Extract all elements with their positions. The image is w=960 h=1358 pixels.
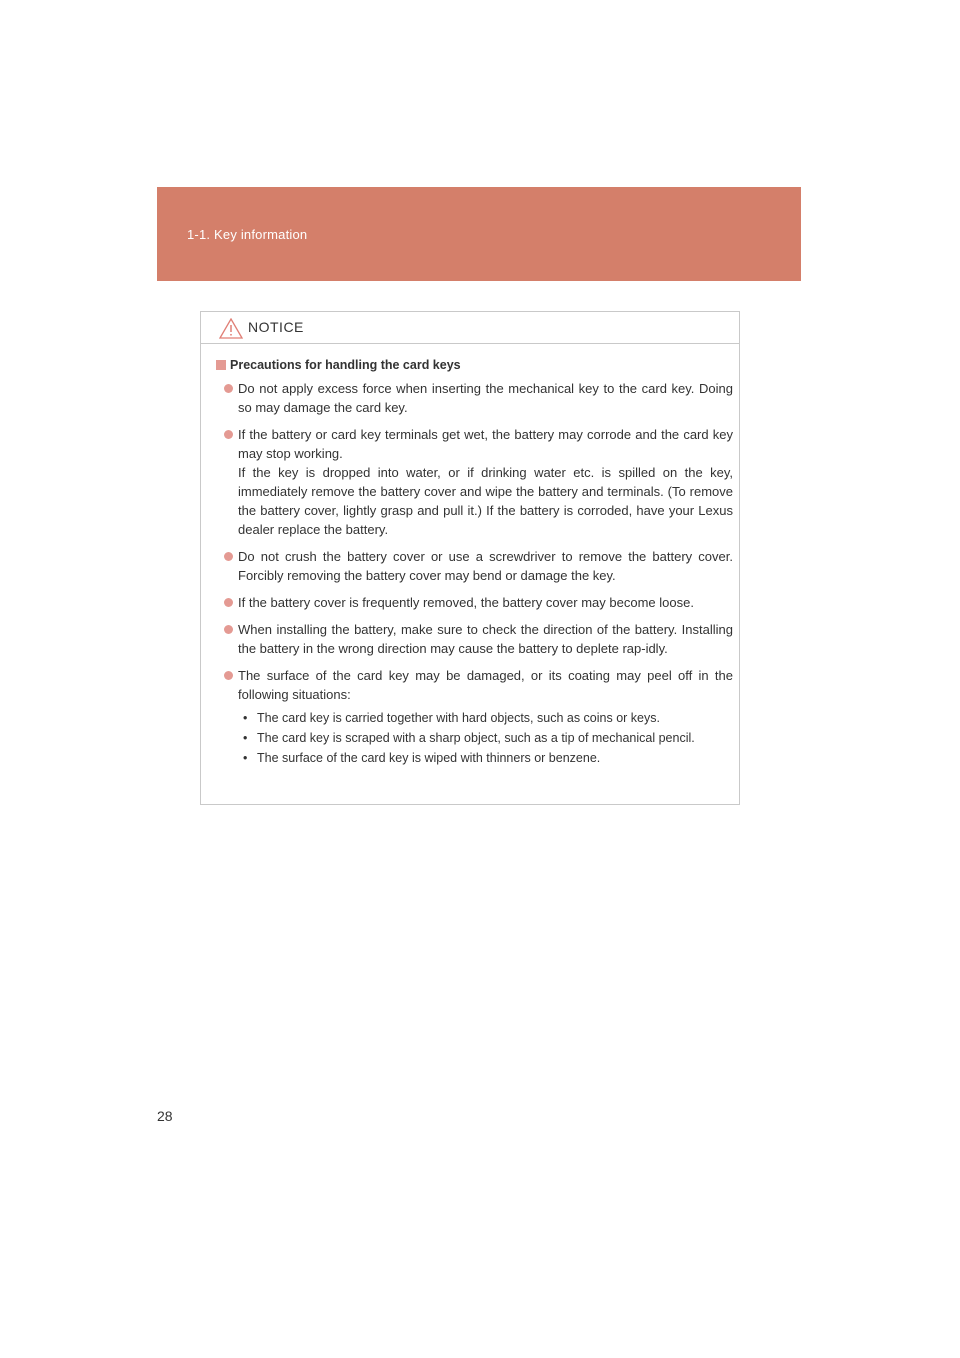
sub-item-text: The surface of the card key is wiped with thinners or benzene. [257, 751, 601, 765]
bullet-item [216, 379, 733, 417]
sub-item-list [238, 708, 733, 768]
bullet-item [216, 620, 733, 658]
notice-heading-text: Precautions for handling the card keys [230, 358, 461, 372]
notice-title: NOTICE [248, 319, 304, 335]
bullet-text: The surface of the card key may be damaged, or its coating may peel off in the following situations: [238, 668, 733, 702]
bullet-item [216, 425, 733, 539]
notice-header [201, 312, 739, 344]
section-label: 1-1. Key information [187, 227, 308, 242]
bullet-text: If the key is dropped into water, or if drinking water etc. is spilled on the key, immediately remove the battery cover and wipe the battery and terminals. (To remove the battery cover, lightly grasp and pull it.) If the battery is corroded, have your Lexus dealer replace the battery. [238, 465, 733, 537]
bullet-item [216, 593, 733, 612]
bullet-dot-icon [224, 430, 233, 439]
sub-item: • The card key is scraped with a sharp object, such as a tip of mechanical pencil. [238, 728, 733, 748]
sub-item-text: The card key is scraped with a sharp object, such as a tip of mechanical pencil. [257, 731, 695, 745]
bullet-text: Do not crush the battery cover or use a screwdriver to remove the battery cover. Forcibly removing the battery cover may bend or damage the key. [238, 549, 733, 583]
bullet-item [216, 547, 733, 585]
bullet-dot-icon [224, 625, 233, 634]
bullet-dot-icon [224, 552, 233, 561]
sub-item: • The surface of the card key is wiped with thinners or benzene. [238, 748, 733, 768]
section-header-band [157, 187, 801, 281]
bullet-dot-icon [224, 671, 233, 680]
bullet-dot-icon [224, 598, 233, 607]
bullet-text: If the battery or card key terminals get wet, the battery may corrode and the card key may stop working. [238, 427, 733, 461]
square-bullet-icon [216, 360, 226, 370]
notice-body [201, 344, 739, 768]
notice-heading [216, 358, 733, 372]
sub-item: • The card key is carried together with hard objects, such as coins or keys. [238, 708, 733, 728]
bullet-text: Do not apply excess force when inserting the mechanical key to the card key. Doing so may damage the card key. [238, 381, 733, 415]
bullet-text: If the battery cover is frequently removed, the battery cover may become loose. [238, 595, 694, 610]
bullet-text: When installing the battery, make sure to check the direction of the battery. Installing the battery in the wrong direction may cause the battery to deplete rap-idly. [238, 622, 733, 656]
bullet-dot-icon [224, 384, 233, 393]
bullet-item [216, 666, 733, 768]
warning-icon [219, 318, 243, 339]
page-number: 28 [157, 1108, 173, 1124]
sub-item-text: The card key is carried together with hard objects, such as coins or keys. [257, 711, 660, 725]
notice-box [200, 311, 740, 805]
